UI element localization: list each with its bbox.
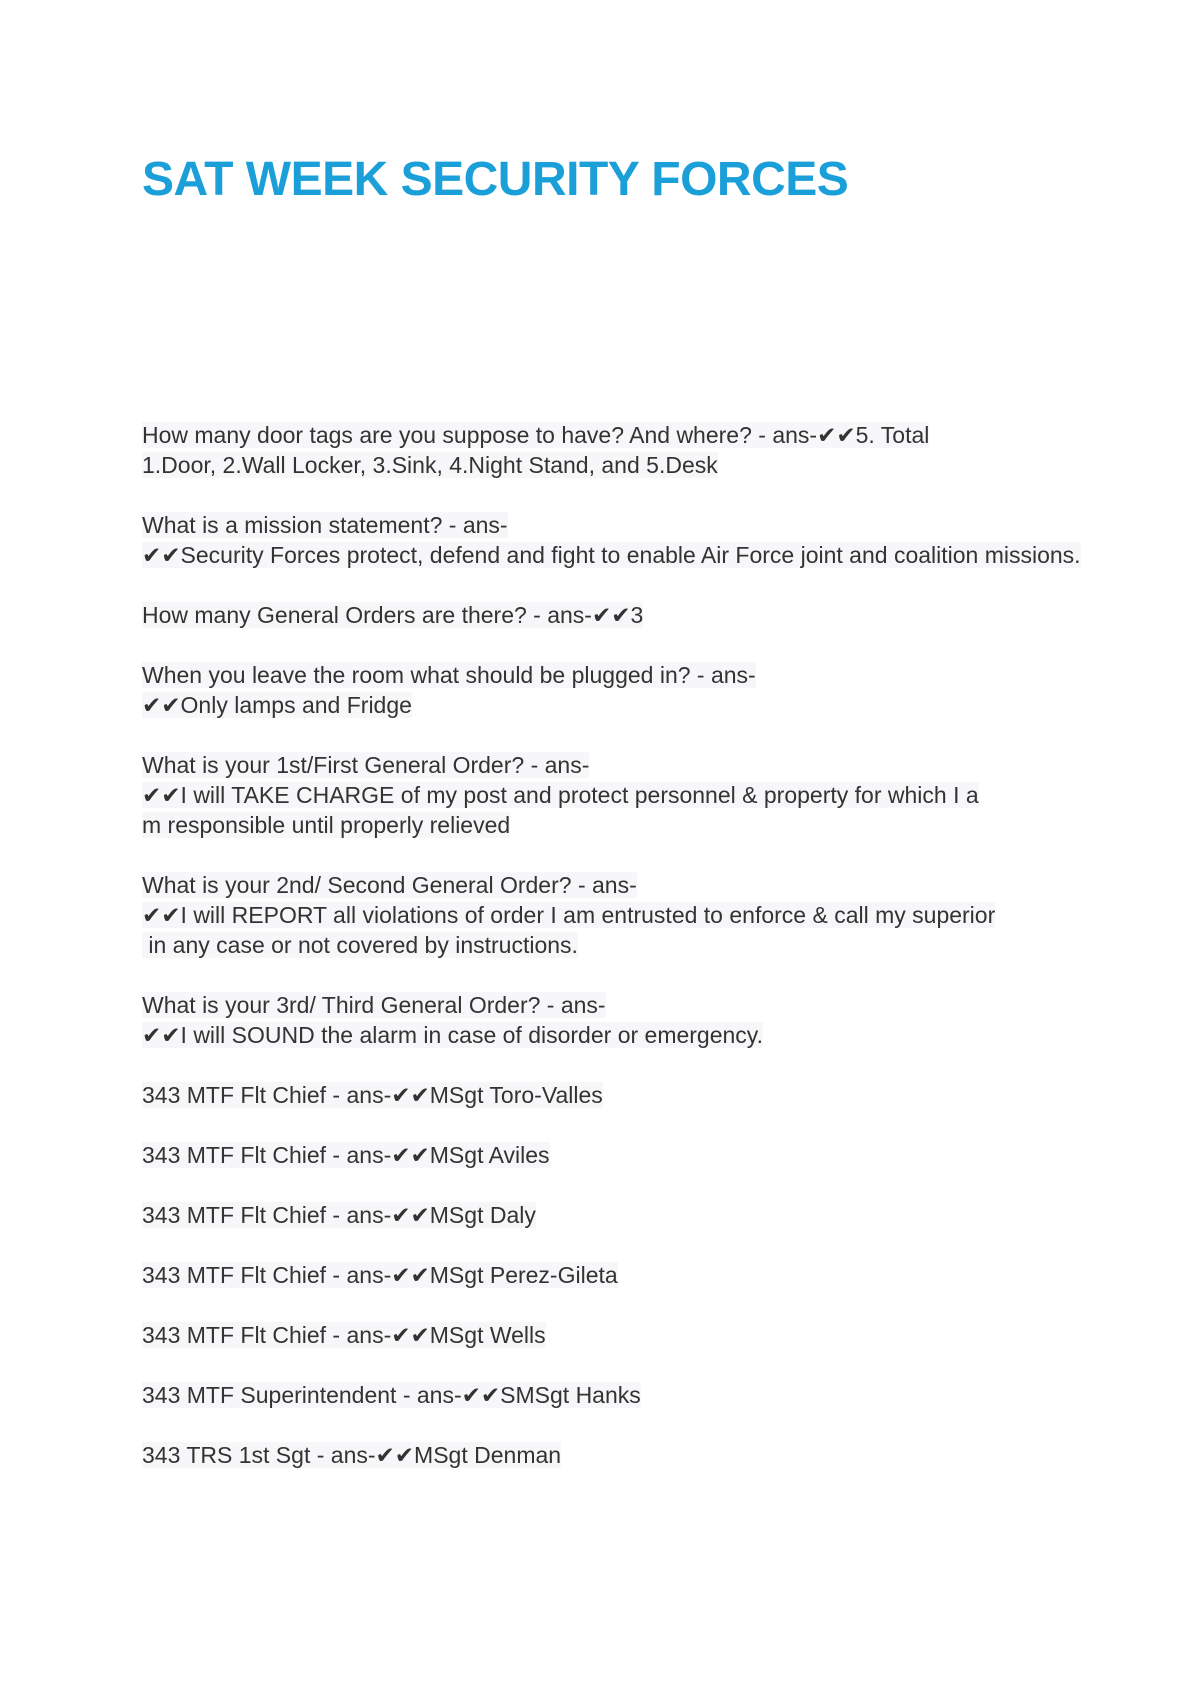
- qa-answer: ✔✔I will REPORT all violations of order I am entrusted to enforce & call my superior in any case or not covered by instructions.: [142, 902, 996, 958]
- qa-item: [142, 990, 1082, 1050]
- qa-item: [142, 1140, 1082, 1170]
- qa-question: What is your 1st/First General Order? - ans-: [142, 752, 590, 778]
- qa-item: [142, 750, 1082, 840]
- qa-item: [142, 1380, 1082, 1410]
- qa-item: [142, 1260, 1082, 1290]
- qa-answer: ✔✔Only lamps and Fridge: [142, 692, 412, 718]
- qa-item: [142, 1200, 1082, 1230]
- qa-item: [142, 1080, 1082, 1110]
- qa-answer: ✔✔I will SOUND the alarm in case of disorder or emergency.: [142, 1022, 763, 1048]
- qa-answer: ✔✔MSgt Daly: [391, 1202, 536, 1228]
- qa-question: How many door tags are you suppose to have? And where? - ans-: [142, 422, 818, 448]
- qa-question: What is your 2nd/ Second General Order? - ans-: [142, 872, 637, 898]
- qa-answer: ✔✔MSgt Denman: [375, 1442, 562, 1468]
- qa-answer: ✔✔MSgt Aviles: [391, 1142, 550, 1168]
- qa-question: 343 MTF Flt Chief - ans-: [142, 1202, 392, 1228]
- qa-answer: ✔✔MSgt Toro-Valles: [391, 1082, 603, 1108]
- qa-question: When you leave the room what should be plugged in? - ans-: [142, 662, 756, 688]
- qa-answer: ✔✔MSgt Perez-Gileta: [391, 1262, 618, 1288]
- qa-question: 343 MTF Flt Chief - ans-: [142, 1082, 392, 1108]
- qa-list: [142, 420, 1082, 1500]
- qa-question: What is a mission statement? - ans-: [142, 512, 508, 538]
- qa-item: [142, 420, 1082, 480]
- document-title: SAT WEEK SECURITY FORCES: [142, 153, 849, 206]
- qa-question: 343 MTF Flt Chief - ans-: [142, 1262, 392, 1288]
- qa-item: [142, 660, 1082, 720]
- qa-answer: ✔✔SMSgt Hanks: [461, 1382, 641, 1408]
- qa-item: [142, 870, 1082, 960]
- qa-question: How many General Orders are there? - ans-: [142, 602, 592, 628]
- qa-answer: ✔✔I will TAKE CHARGE of my post and protect personnel & property for which I a m responsible until properly relieved: [142, 782, 979, 838]
- qa-question: What is your 3rd/ Third General Order? - ans-: [142, 992, 606, 1018]
- qa-item: [142, 510, 1082, 570]
- qa-answer: ✔✔3: [591, 602, 644, 628]
- qa-item: [142, 1320, 1082, 1350]
- qa-question: 343 MTF Flt Chief - ans-: [142, 1142, 392, 1168]
- qa-item: [142, 1440, 1082, 1470]
- qa-answer: ✔✔MSgt Wells: [391, 1322, 546, 1348]
- qa-question: 343 TRS 1st Sgt - ans-: [142, 1442, 376, 1468]
- qa-question: 343 MTF Superintendent - ans-: [142, 1382, 462, 1408]
- qa-answer: ✔✔Security Forces protect, defend and fight to enable Air Force joint and coalition missions.: [142, 542, 1081, 568]
- qa-question: 343 MTF Flt Chief - ans-: [142, 1322, 392, 1348]
- qa-item: [142, 600, 1082, 630]
- qa-answer: ✔✔5. Total 1.Door, 2.Wall Locker, 3.Sink, 4.Night Stand, and 5.Desk: [142, 422, 930, 478]
